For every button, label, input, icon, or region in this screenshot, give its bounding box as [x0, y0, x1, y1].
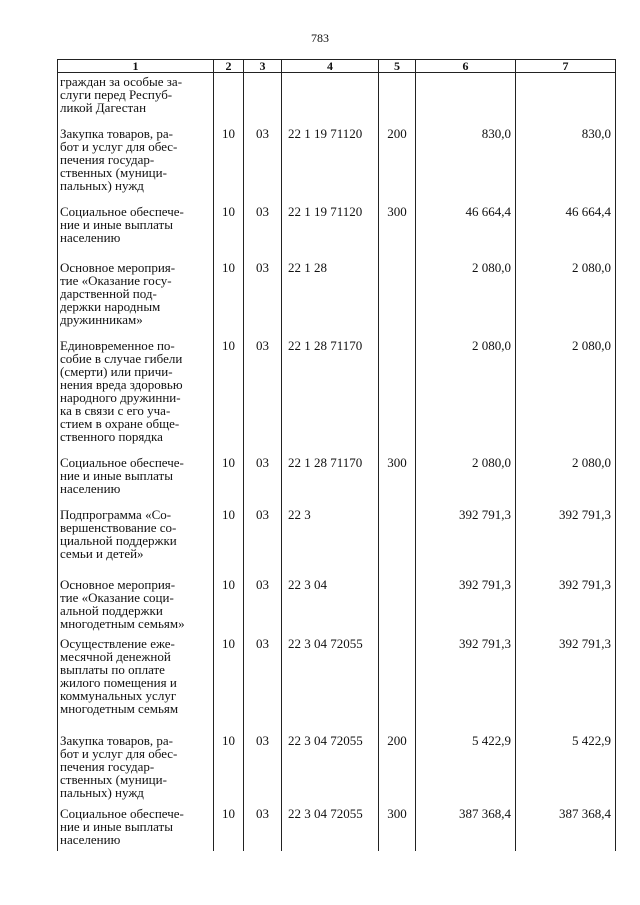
row-name: Осуществление еже- месячной денежной выплаты по оплате жилого помещения и коммунальных услуг многодетным семьям	[58, 637, 214, 734]
header-col-2: 2	[214, 60, 244, 73]
header-col-4: 4	[282, 60, 379, 73]
row-section	[214, 73, 244, 128]
row-name: Социальное обеспече- ние и иные выплаты населению	[58, 205, 214, 261]
row-target-code: 22 3 04 72055	[282, 734, 379, 807]
row-section: 10	[214, 205, 244, 261]
row-section: 10	[214, 261, 244, 339]
row-amount-2: 830,0	[516, 127, 616, 205]
row-amount-1: 5 422,9	[416, 734, 516, 807]
row-amount-2: 2 080,0	[516, 339, 616, 456]
row-amount-2: 392 791,3	[516, 508, 616, 578]
row-subsection: 03	[244, 456, 282, 508]
header-col-3: 3	[244, 60, 282, 73]
row-section: 10	[214, 127, 244, 205]
row-name: Закупка товаров, ра- бот и услуг для обес- печения государ- ственных (муници- пальных) нужд	[58, 127, 214, 205]
row-name: Основное мероприя- тие «Оказание госу- дарственной под- держки народным дружинникам»	[58, 261, 214, 339]
row-subsection: 03	[244, 807, 282, 851]
row-subsection: 03	[244, 261, 282, 339]
row-amount-2: 46 664,4	[516, 205, 616, 261]
row-section: 10	[214, 637, 244, 734]
row-amount-1: 46 664,4	[416, 205, 516, 261]
row-subsection: 03	[244, 339, 282, 456]
budget-table	[57, 59, 616, 851]
table-row	[58, 508, 616, 578]
row-expense-type: 300	[379, 807, 416, 851]
row-amount-2: 5 422,9	[516, 734, 616, 807]
row-target-code: 22 3 04	[282, 578, 379, 637]
row-amount-1: 387 368,4	[416, 807, 516, 851]
row-target-code: 22 3	[282, 508, 379, 578]
row-name: Единовременное по- собие в случае гибели (смерти) или причи- нения вреда здоровью народного дружинни- ка в связи с его уча- стием в охране обще- ственного порядка	[58, 339, 214, 456]
row-amount-1: 830,0	[416, 127, 516, 205]
table-row	[58, 73, 616, 128]
header-col-5: 5	[379, 60, 416, 73]
table-row	[58, 734, 616, 807]
row-amount-2: 2 080,0	[516, 456, 616, 508]
row-expense-type	[379, 261, 416, 339]
row-target-code: 22 1 28 71170	[282, 456, 379, 508]
row-amount-1: 2 080,0	[416, 456, 516, 508]
row-target-code: 22 1 28	[282, 261, 379, 339]
row-amount-1: 392 791,3	[416, 578, 516, 637]
row-subsection: 03	[244, 127, 282, 205]
row-amount-2: 392 791,3	[516, 637, 616, 734]
row-name: Социальное обеспече- ние и иные выплаты населению	[58, 807, 214, 851]
row-name: Закупка товаров, ра- бот и услуг для обес- печения государ- ственных (муници- пальных) нужд	[58, 734, 214, 807]
row-amount-1: 2 080,0	[416, 339, 516, 456]
header-col-6: 6	[416, 60, 516, 73]
row-amount-2	[516, 73, 616, 128]
row-amount-1: 392 791,3	[416, 508, 516, 578]
page-number: 783	[311, 31, 329, 45]
row-expense-type: 300	[379, 456, 416, 508]
row-target-code: 22 3 04 72055	[282, 637, 379, 734]
row-target-code	[282, 73, 379, 128]
table-row	[58, 578, 616, 637]
row-name: Социальное обеспече- ние и иные выплаты населению	[58, 456, 214, 508]
row-subsection: 03	[244, 637, 282, 734]
row-subsection: 03	[244, 734, 282, 807]
row-amount-1	[416, 73, 516, 128]
row-subsection: 03	[244, 578, 282, 637]
row-expense-type	[379, 637, 416, 734]
row-section: 10	[214, 339, 244, 456]
row-target-code: 22 1 28 71170	[282, 339, 379, 456]
row-target-code: 22 1 19 71120	[282, 205, 379, 261]
row-subsection: 03	[244, 205, 282, 261]
row-expense-type: 300	[379, 205, 416, 261]
row-name: Подпрограмма «Со- вершенствование со- циальной поддержки семьи и детей»	[58, 508, 214, 578]
row-target-code: 22 1 19 71120	[282, 127, 379, 205]
row-name: граждан за особые за- слуги перед Респуб- ликой Дагестан	[58, 73, 214, 128]
row-section: 10	[214, 734, 244, 807]
table-row	[58, 637, 616, 734]
row-subsection: 03	[244, 508, 282, 578]
table-row	[58, 339, 616, 456]
row-expense-type	[379, 339, 416, 456]
row-expense-type	[379, 73, 416, 128]
table-row	[58, 261, 616, 339]
row-section: 10	[214, 578, 244, 637]
row-amount-2: 387 368,4	[516, 807, 616, 851]
header-col-7: 7	[516, 60, 616, 73]
row-amount-1: 2 080,0	[416, 261, 516, 339]
row-target-code: 22 3 04 72055	[282, 807, 379, 851]
row-section: 10	[214, 508, 244, 578]
row-amount-2: 2 080,0	[516, 261, 616, 339]
table-row	[58, 807, 616, 851]
table-row	[58, 205, 616, 261]
row-section: 10	[214, 807, 244, 851]
row-name: Основное мероприя- тие «Оказание соци- альной поддержки многодетным семьям»	[58, 578, 214, 637]
row-expense-type: 200	[379, 127, 416, 205]
header-col-1: 1	[58, 60, 214, 73]
row-amount-1: 392 791,3	[416, 637, 516, 734]
row-amount-2: 392 791,3	[516, 578, 616, 637]
table-row	[58, 456, 616, 508]
row-subsection	[244, 73, 282, 128]
table-header-row	[58, 60, 616, 73]
table-row	[58, 127, 616, 205]
row-expense-type: 200	[379, 734, 416, 807]
row-expense-type	[379, 508, 416, 578]
row-section: 10	[214, 456, 244, 508]
row-expense-type	[379, 578, 416, 637]
